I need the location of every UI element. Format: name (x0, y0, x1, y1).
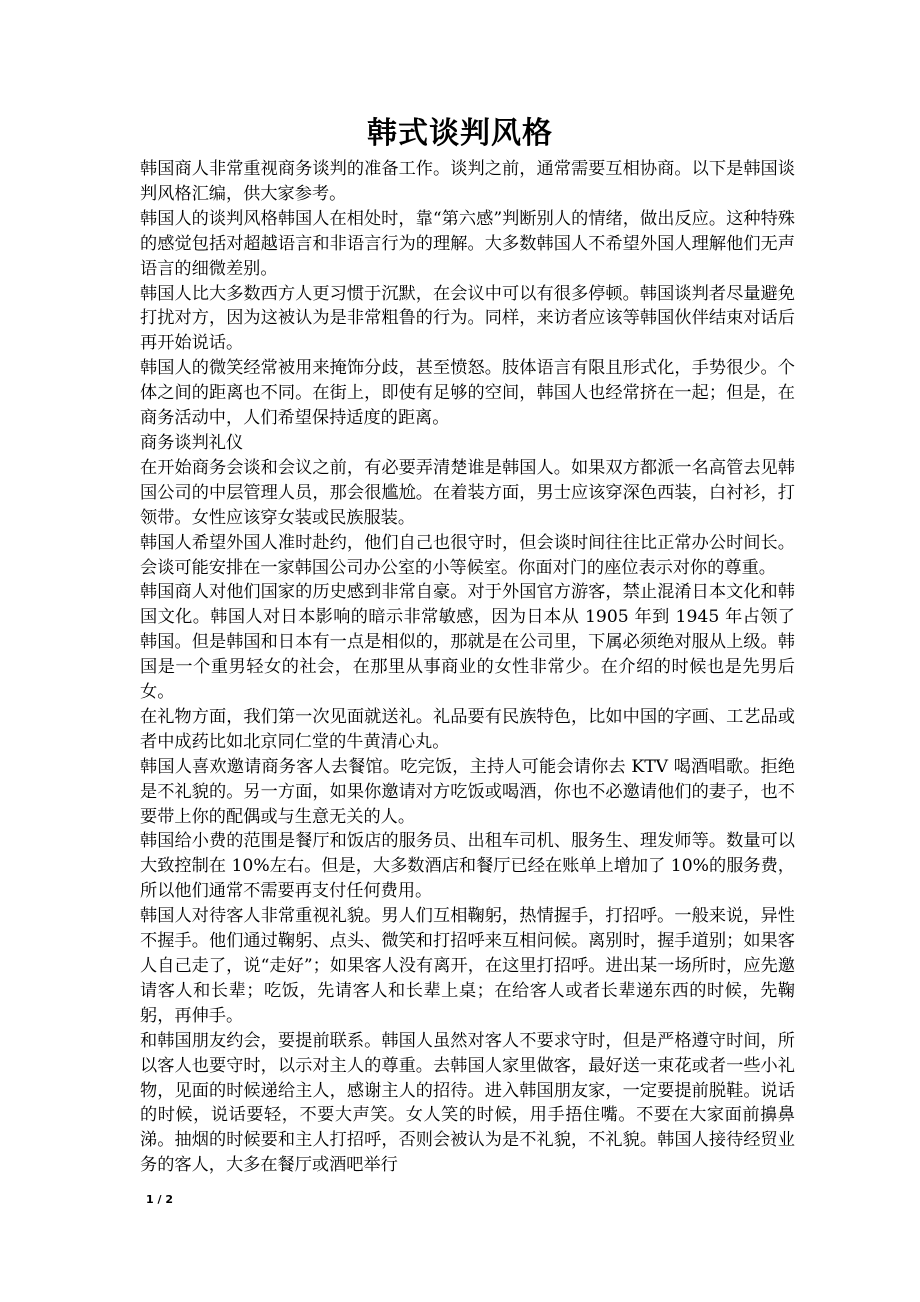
paragraph-negotiation-style: 韩国人的谈判风格韩国人在相处时，靠“第六感”判断别人的情绪，做出反应。这种特殊的感觉包括对超越语言和非语言行为的理解。大多数韩国人不希望外国人理解他们无声语言的细微差别。 (140, 208, 795, 279)
paragraph-courtesy: 韩国人对待客人非常重视礼貌。男人们互相鞠躬，热情握手，打招呼。一般来说，异性不握手。他们通过鞠躬、点头、微笑和打招呼来互相问候。离别时，握手道别；如果客人自己走了，说“走好”；如果客人没有离开，在这里打招呼。进出某一场所时，应先邀请客人和长辈；吃饭，先请客人和长辈上桌；在给客人或者长辈递东西的时候，先鞠躬，再伸手。 (140, 906, 795, 1026)
paragraph-punctuality: 韩国人希望外国人准时赴约，他们自己也很守时，但会谈时间往往比正常办公时间长。会谈可能安排在一家韩国公司办公室的小等候室。你面对门的座位表示对你的尊重。 (140, 532, 795, 578)
section-heading-etiquette: 商务谈判礼仪 (140, 432, 244, 453)
page-number: 1 / 2 (146, 1193, 173, 1206)
paragraph-gifts: 在礼物方面，我们第一次见面就送礼。礼品要有民族特色，比如中国的字画、工艺品或者中成药比如北京同仁堂的牛黄清心丸。 (140, 706, 795, 752)
document-title: 韩式谈判风格 (367, 116, 553, 151)
paragraph-dining: 韩国人喜欢邀请商务客人去餐馆。吃完饭，主持人可能会请你去 KTV 喝酒唱歌。拒绝是不礼貌的。另一方面，如果你邀请对方吃饭或喝酒，你也不必邀请他们的妻子，也不要带上你的配偶或与生意无关的人。 (140, 756, 795, 827)
paragraph-tipping: 韩国给小费的范围是餐厅和饭店的服务员、出租车司机、服务生、理发师等。数量可以大致控制在 10%左右。但是，大多数酒店和餐厅已经在账单上增加了 10%的服务费，所以他们通常不需要再支付任何费用。 (140, 831, 795, 902)
paragraph-intro: 韩国商人非常重视商务谈判的准备工作。谈判之前，通常需要互相协商。以下是韩国谈判风格汇编，供大家参考。 (140, 159, 795, 204)
paragraph-body-language: 韩国人的微笑经常被用来掩饰分歧，甚至愤怒。肢体语言有限且形式化，手势很少。个体之间的距离也不同。在街上，即使有足够的空间，韩国人也经常挤在一起；但是，在商务活动中，人们希望保持适度的距离。 (140, 358, 795, 429)
paragraph-visiting: 和韩国朋友约会，要提前联系。韩国人虽然对客人不要求守时，但是严格遵守时间，所以客人也要守时，以示对主人的尊重。去韩国人家里做客，最好送一束花或者一些小礼物，见面的时候递给主人，感谢主人的招待。进入韩国朋友家，一定要提前脱鞋。说话的时候，说话要轻，不要大声笑。女人笑的时候，用手捂住嘴。不要在大家面前擤鼻涕。抽烟的时候要和主人打招呼，否则会被认为是不礼貌，不礼貌。韩国人接待经贸业务的客人，大多在餐厅或酒吧举行 (140, 1030, 795, 1176)
paragraph-silence: 韩国人比大多数西方人更习惯于沉默，在会议中可以有很多停顿。韩国谈判者尽量避免打扰对方，因为这被认为是非常粗鲁的行为。同样，来访者应该等韩国伙伴结束对话后再开始说话。 (140, 283, 795, 354)
paragraph-attire: 在开始商务会谈和会议之前，有必要弄清楚谁是韩国人。如果双方都派一名高管去见韩国公司的中层管理人员，那会很尴尬。在着装方面，男士应该穿深色西装，白衬衫，打领带。女性应该穿女装或民族服装。 (140, 457, 795, 528)
paragraph-history: 韩国商人对他们国家的历史感到非常自豪。对于外国官方游客，禁止混淆日本文化和韩国文化。韩国人对日本影响的暗示非常敏感，因为日本从 1905 年到 1945 年占领了韩国。但是韩国和日本有一点是相似的，那就是在公司里，下属必须绝对服从上级。韩国是一个重男轻女的社会，在那里从事商业的女性非常少。在介绍的时候也是先男后女。 (140, 582, 795, 703)
document-body (140, 157, 795, 1178)
